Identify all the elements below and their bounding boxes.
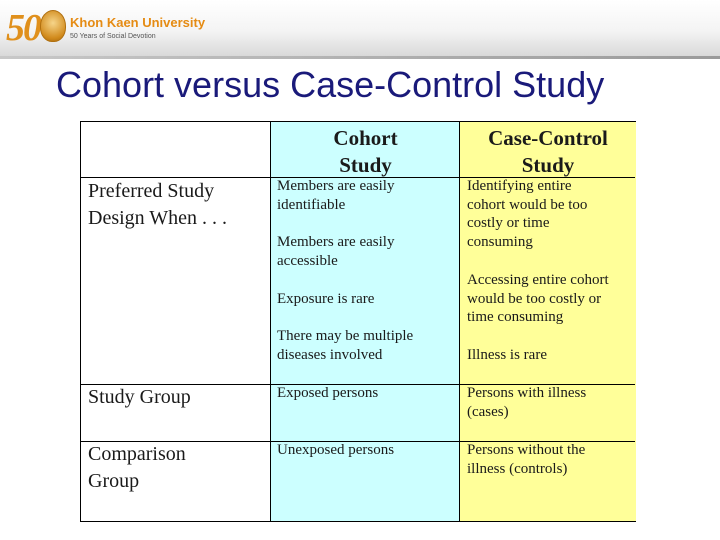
university-logo [6,4,206,54]
cohort-header-line: Study [339,153,392,177]
cohort-preferred-item [277,233,394,270]
header-divider [0,56,720,59]
case-control-header [460,125,636,179]
cell-line: Persons without the [467,442,586,458]
cell-line: Persons with illness [467,385,587,401]
cell-line: (cases) [467,403,509,420]
cohort-preferred-item [277,327,413,364]
row-label-line: Preferred Study [88,180,215,202]
cohort-study-group: Exposed persons [277,385,379,401]
case-control-preferred-item [467,271,609,327]
cell-line: identifiable [277,196,346,213]
case-control-study-group [467,384,586,421]
cell-line: cohort would be too [467,196,588,213]
case-control-header-line: Study [521,153,575,177]
case-control-preferred-item [467,346,547,365]
cell-line: Members are easily [277,234,395,250]
row-label-line: Comparison [88,443,186,465]
cell-line: time consuming [467,309,564,326]
slide-title: Cohort versus Case-Control Study [56,64,605,105]
case-control-preferred-item [467,177,587,252]
row-label-study-group: Study Group [88,386,191,408]
cohort-header [271,125,460,179]
cohort-comparison-group: Unexposed persons [277,442,395,458]
cell-line: Members are easily [277,178,395,194]
cell-line: costly or time [467,215,550,232]
column-divider [270,122,271,521]
cohort-preferred-item [277,290,374,309]
comparison-table [80,121,636,522]
row-label-line: Design When . . . [88,207,228,229]
cell-line: consuming [467,234,533,251]
cell-line: Accessing entire cohort [467,272,609,288]
university-tagline: 50 Years of Social Devotion [70,33,156,40]
cohort-preferred-item [277,177,394,214]
cell-line: Illness is rare [467,347,547,363]
cell-line: accessible [277,252,338,269]
row-label-preferred [88,178,227,232]
case-control-comparison-group [467,441,585,478]
cell-line: would be too costly or [467,290,602,307]
cell-line: Exposure is rare [277,291,375,307]
cell-line: There may be multiple [277,328,414,344]
cell-line: illness (controls) [467,460,568,477]
university-seal-icon [40,10,66,42]
university-name: Khon Kaen University [70,15,206,30]
case-control-header-line: Case-Control [488,126,608,150]
row-label-line: Group [88,470,140,492]
cell-line: diseases involved [277,346,383,363]
column-divider [459,122,460,521]
cohort-header-line: Cohort [333,126,398,150]
row-label-comparison-group [88,441,186,495]
cell-line: Identifying entire [467,178,572,194]
logo-number: 50 [6,7,40,49]
